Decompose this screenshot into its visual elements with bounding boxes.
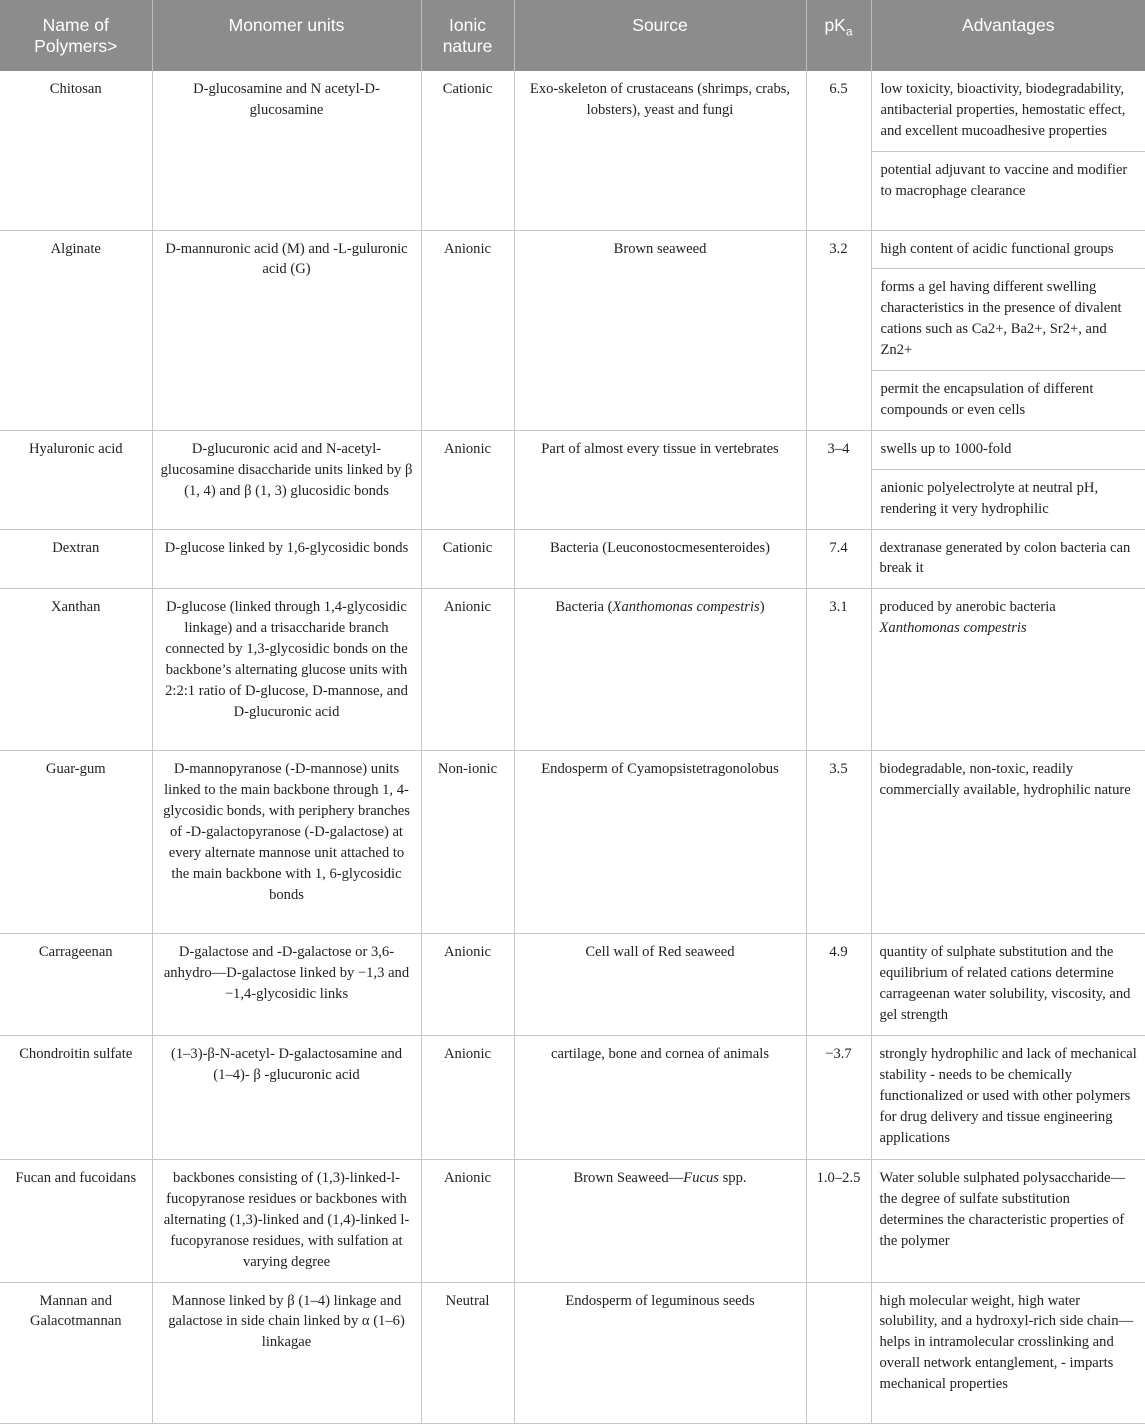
source-text: spp. bbox=[719, 1170, 747, 1186]
polymer-name-cell: Chondroitin sulfate bbox=[0, 1036, 152, 1160]
monomer-units-cell: D-mannopyranose (-D-mannose) units linked to the main backbone through 1, 4-glycosidic bonds, with periphery branches of -D-galactopyranose (-D-galactose) at every alternate mannose unit attached to the main backbone with 1, 6-glycosidic bonds bbox=[152, 751, 421, 934]
polymer-name-cell: Xanthan bbox=[0, 589, 152, 751]
table-header bbox=[0, 0, 1145, 71]
table-row bbox=[0, 751, 1145, 934]
advantages-cell bbox=[871, 589, 1145, 751]
header-name-of-polymers: Name of Polymers> bbox=[0, 0, 152, 71]
table-row bbox=[0, 934, 1145, 1036]
table-row bbox=[0, 529, 1145, 589]
ionic-nature-cell: Anionic bbox=[421, 1160, 514, 1283]
advantages-cell: Water soluble sulphated polysaccharide—the degree of sulfate substitution determines the characteristic properties of the polymer bbox=[871, 1160, 1145, 1283]
source-cell: cartilage, bone and cornea of animals bbox=[514, 1036, 806, 1160]
source-cell: Brown seaweed bbox=[514, 230, 806, 430]
advantages-cell: strongly hydrophilic and lack of mechanical stability - needs to be chemically functionalized or used with other polymers for drug delivery and tissue engineering applications bbox=[871, 1036, 1145, 1160]
pka-cell: 3.2 bbox=[806, 230, 871, 430]
ionic-nature-cell: Cationic bbox=[421, 529, 514, 589]
source-cell: Endosperm of Cyamopsistetragonolobus bbox=[514, 751, 806, 934]
pka-cell: 4.9 bbox=[806, 934, 871, 1036]
header-advantages: Advantages bbox=[871, 0, 1145, 71]
advantages-cell: quantity of sulphate substitution and the equilibrium of related cations determine carrageenan water solubility, viscosity, and gel strength bbox=[871, 934, 1145, 1036]
table-row bbox=[0, 1036, 1145, 1160]
species-name: Xanthomonas compestris bbox=[613, 599, 760, 615]
table-row bbox=[0, 589, 1145, 751]
source-text: ) bbox=[760, 599, 765, 615]
monomer-units-cell: D-galactose and -D-galactose or 3,6-anhydro—D-galactose linked by −1,3 and −1,4-glycosidic links bbox=[152, 934, 421, 1036]
source-cell: Part of almost every tissue in vertebrates bbox=[514, 430, 806, 529]
monomer-units-cell: backbones consisting of (1,3)-linked-l-fucopyranose residues or backbones with alternating (1,3)-linked and (1,4)-linked l-fucopyranose residues, with sulfation at varying degree bbox=[152, 1160, 421, 1283]
header-pka-subscript: a bbox=[846, 25, 853, 39]
monomer-units-cell: D-glucuronic acid and N-acetyl-glucosamine disaccharide units linked by β (1, 4) and β (1, 3) glucosidic bonds bbox=[152, 430, 421, 529]
advantage-item: permit the encapsulation of different compounds or even cells bbox=[872, 370, 1145, 430]
ionic-nature-cell: Anionic bbox=[421, 934, 514, 1036]
ionic-nature-cell: Anionic bbox=[421, 1036, 514, 1160]
ionic-nature-cell: Neutral bbox=[421, 1282, 514, 1423]
header-row bbox=[0, 0, 1145, 71]
header-ionic-nature: Ionic nature bbox=[421, 0, 514, 71]
table-row bbox=[0, 230, 1145, 430]
pka-cell: 1.0–2.5 bbox=[806, 1160, 871, 1283]
polymer-name-cell: Carrageenan bbox=[0, 934, 152, 1036]
pka-cell: 3.1 bbox=[806, 589, 871, 751]
source-cell: Cell wall of Red seaweed bbox=[514, 934, 806, 1036]
ionic-nature-cell: Anionic bbox=[421, 589, 514, 751]
source-cell: Exo-skeleton of crustaceans (shrimps, crabs, lobsters), yeast and fungi bbox=[514, 71, 806, 230]
advantage-item: low toxicity, bioactivity, biodegradability, antibacterial properties, hemostatic effect, and excellent mucoadhesive properties bbox=[872, 71, 1145, 151]
polymer-name-cell: Alginate bbox=[0, 230, 152, 430]
polymer-name-cell: Fucan and fucoidans bbox=[0, 1160, 152, 1283]
ionic-nature-cell: Non-ionic bbox=[421, 751, 514, 934]
polymer-name-cell: Hyaluronic acid bbox=[0, 430, 152, 529]
advantages-cell bbox=[871, 71, 1145, 230]
advantage-item: anionic polyelectrolyte at neutral pH, rendering it very hydrophilic bbox=[872, 469, 1145, 529]
monomer-units-cell: Mannose linked by β (1–4) linkage and galactose in side chain linked by α (1–6) linkagae bbox=[152, 1282, 421, 1423]
table-row bbox=[0, 1160, 1145, 1283]
advantage-item: potential adjuvant to vaccine and modifier to macrophage clearance bbox=[872, 151, 1145, 211]
source-cell: Bacteria (Leuconostocmesenteroides) bbox=[514, 529, 806, 589]
polymer-name-cell: Dextran bbox=[0, 529, 152, 589]
table-body bbox=[0, 71, 1145, 1423]
advantages-cell: high molecular weight, high water solubility, and a hydroxyl-rich side chain—helps in intramolecular crosslinking and overall network entanglement, - imparts mechanical properties bbox=[871, 1282, 1145, 1423]
genus-name: Fucus bbox=[683, 1170, 719, 1186]
ionic-nature-cell: Anionic bbox=[421, 230, 514, 430]
polymer-name-cell: Guar-gum bbox=[0, 751, 152, 934]
pka-cell: 3–4 bbox=[806, 430, 871, 529]
header-monomer-units: Monomer units bbox=[152, 0, 421, 71]
monomer-units-cell: D-mannuronic acid (M) and -L-guluronic acid (G) bbox=[152, 230, 421, 430]
source-cell bbox=[514, 1160, 806, 1283]
advantage-item: high content of acidic functional groups bbox=[872, 231, 1145, 269]
monomer-units-cell: D-glucosamine and N acetyl-D-glucosamine bbox=[152, 71, 421, 230]
table-row bbox=[0, 430, 1145, 529]
advantages-cell bbox=[871, 230, 1145, 430]
advantages-cell bbox=[871, 430, 1145, 529]
pka-cell bbox=[806, 1282, 871, 1423]
source-cell bbox=[514, 589, 806, 751]
header-pka-base: pK bbox=[824, 15, 845, 35]
polymer-name-cell: Mannan and Galacotmannan bbox=[0, 1282, 152, 1423]
advantages-cell: dextranase generated by colon bacteria can break it bbox=[871, 529, 1145, 589]
pka-cell: 7.4 bbox=[806, 529, 871, 589]
source-text: Brown Seaweed— bbox=[573, 1170, 683, 1186]
advantages-cell: biodegradable, non-toxic, readily commercially available, hydrophilic nature bbox=[871, 751, 1145, 934]
polymer-name-cell: Chitosan bbox=[0, 71, 152, 230]
ionic-nature-cell: Anionic bbox=[421, 430, 514, 529]
advantage-item: swells up to 1000-fold bbox=[872, 431, 1145, 469]
source-text: Bacteria ( bbox=[555, 599, 612, 615]
source-cell: Endosperm of leguminous seeds bbox=[514, 1282, 806, 1423]
header-source: Source bbox=[514, 0, 806, 71]
monomer-units-cell: D-glucose linked by 1,6-glycosidic bonds bbox=[152, 529, 421, 589]
species-name: Xanthomonas compestris bbox=[880, 620, 1027, 636]
monomer-units-cell: (1–3)-β-N-acetyl- D-galactosamine and (1–4)- β -glucuronic acid bbox=[152, 1036, 421, 1160]
pka-cell: 6.5 bbox=[806, 71, 871, 230]
table-row bbox=[0, 71, 1145, 230]
ionic-nature-cell: Cationic bbox=[421, 71, 514, 230]
pka-cell: 3.5 bbox=[806, 751, 871, 934]
table-row bbox=[0, 1282, 1145, 1423]
header-pka bbox=[806, 0, 871, 71]
monomer-units-cell: D-glucose (linked through 1,4-glycosidic linkage) and a trisaccharide branch connected by 1,3-glycosidic bonds on the backbone’s alternating glucose units with 2:2:1 ratio of D-glucose, D-mannose, and D-glucuronic acid bbox=[152, 589, 421, 751]
advantage-text: produced by anerobic bacteria bbox=[880, 599, 1056, 615]
advantage-item: forms a gel having different swelling characteristics in the presence of divalent cations such as Ca2+, Ba2+, Sr2+, and Zn2+ bbox=[872, 268, 1145, 370]
pka-cell: −3.7 bbox=[806, 1036, 871, 1160]
